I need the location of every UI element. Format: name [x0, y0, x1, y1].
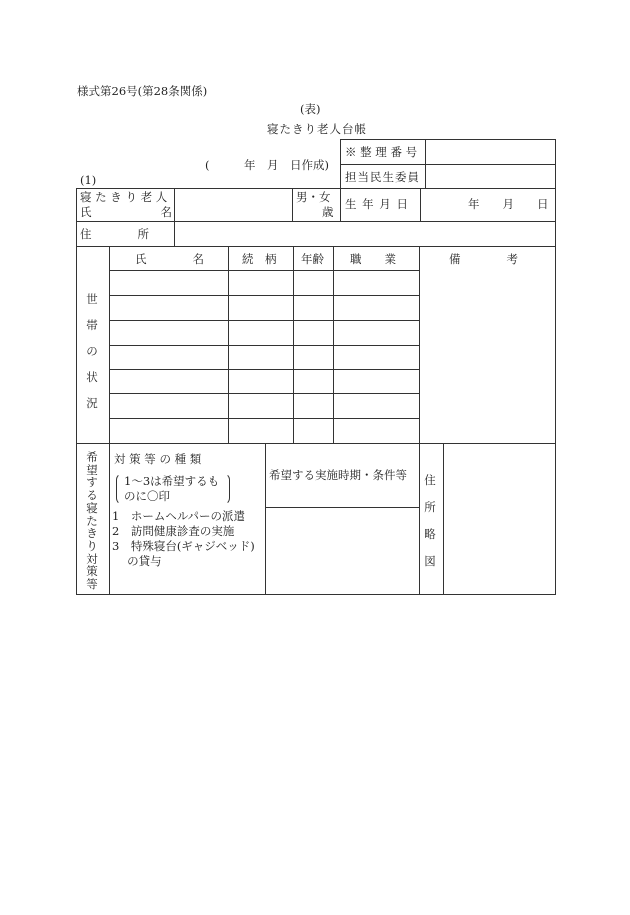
address-label: 住 所	[80, 227, 149, 241]
measures-item-3: 3 特殊寝台(ギャジベッド)	[112, 539, 255, 553]
col-relation: 続 柄	[242, 252, 277, 266]
date-created: ( 年 月 日作成)	[205, 158, 329, 172]
col-job: 職 業	[350, 252, 396, 266]
measures-note-line2: のに〇印	[124, 489, 170, 503]
measures-item-3b: の貸与	[112, 554, 162, 568]
measures-type-label: 対 策 等 の 種 類	[114, 452, 202, 466]
col-remarks: 備 考	[449, 252, 518, 266]
map-label: 住所略図	[424, 473, 436, 568]
measures-note-line1: 1〜3は希望するも	[124, 474, 220, 488]
form-number: 様式第26号(第28条関係)	[77, 84, 208, 98]
person-name-label-2: 氏 名	[80, 205, 172, 219]
side-label: (表)	[300, 102, 321, 116]
address-field[interactable]	[175, 222, 554, 245]
sex-label: 男・女	[296, 190, 331, 204]
household-side-label: 世帯の状況	[86, 292, 98, 410]
age-label: 歳	[322, 205, 334, 219]
serial-number-label: ※ 整 理 番 号	[345, 145, 418, 159]
timing-label: 希望する実施時期・条件等	[269, 468, 407, 482]
col-name: 氏 名	[135, 252, 204, 266]
person-name-label-1: 寝 た き り 老 人	[80, 190, 168, 204]
birth-label: 生 年 月 日	[345, 197, 409, 211]
measures-item-2: 2 訪問健康診査の実施	[112, 524, 235, 538]
page-title: 寝たきり老人台帳	[267, 122, 367, 136]
welfare-commissioner-label: 担当民生委員	[345, 170, 420, 184]
map-area[interactable]	[444, 444, 554, 593]
col-age: 年齢	[301, 252, 324, 266]
birth-value: 年 月 日	[468, 197, 549, 211]
measures-side-label: 希望する寝たきり対策等	[86, 450, 98, 592]
measures-item-1: 1 ホームヘルパーの派遣	[112, 509, 246, 523]
section-label: (1)	[80, 173, 97, 187]
person-name-field[interactable]	[175, 189, 291, 220]
serial-number-field[interactable]	[426, 140, 554, 163]
welfare-commissioner-field[interactable]	[426, 165, 554, 187]
